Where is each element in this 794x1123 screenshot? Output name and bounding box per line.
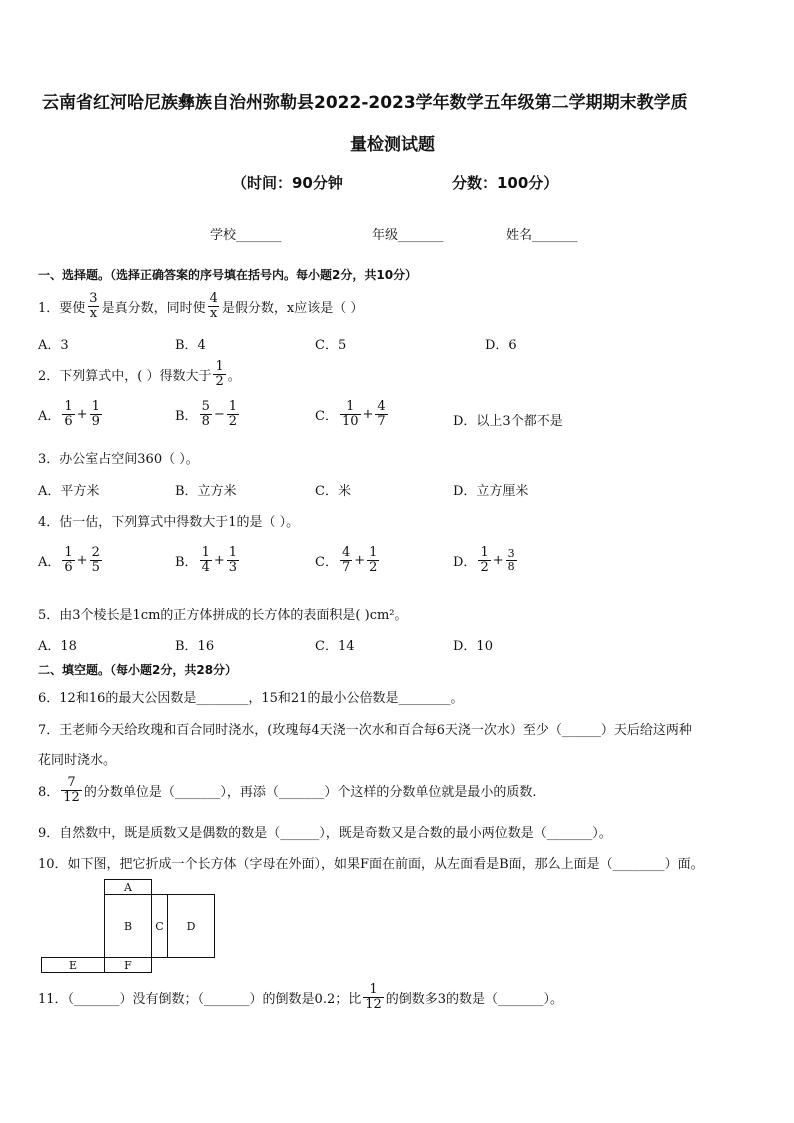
q4-b-op: + xyxy=(213,552,225,568)
question-11 xyxy=(38,983,563,1011)
q8-prefix: 8． xyxy=(38,784,60,800)
question-4: 4．估一估，下列算式中得数大于1的是（ ）。 xyxy=(38,515,300,530)
q1-option-d: D．6 xyxy=(485,338,517,353)
q2-c-f1-den: 10 xyxy=(341,413,359,429)
q2-suffix: 。 xyxy=(227,368,241,384)
question-1 xyxy=(38,292,363,320)
q8-f-den: 12 xyxy=(63,789,80,805)
q4-d-f1-num: 1 xyxy=(480,545,489,560)
q2-c-label: C． xyxy=(315,408,338,424)
q2-a-f1-den: 6 xyxy=(64,413,73,429)
question-8 xyxy=(38,776,536,804)
q1-f2-den: x xyxy=(210,305,218,321)
q2-c-f1-num: 1 xyxy=(346,399,355,414)
net-face-a: A xyxy=(104,879,152,895)
q2-b-f2-den: 2 xyxy=(228,413,238,429)
exam-time: （时间：90分钟 xyxy=(232,174,343,192)
q2-option-c xyxy=(315,400,390,428)
q4-option-d xyxy=(453,546,519,574)
q3-option-a: A．平方米 xyxy=(38,484,100,499)
q3-option-d: D．立方厘米 xyxy=(453,484,529,499)
q2-f-num: 1 xyxy=(215,359,224,374)
doc-title-line1: 云南省红河哈尼族彝族自治州弥勒县2022-2023学年数学五年级第二学期期末教学质 xyxy=(42,93,688,113)
net-face-d: D xyxy=(167,894,215,958)
q2-b-f1-num: 5 xyxy=(201,399,210,414)
q2-a-label: A． xyxy=(38,408,61,424)
question-7-line1: 7．王老师今天给玫瑰和百合同时浇水，(玫瑰每4天浇一次水和百合每6天浇一次水）至少（______）天后给这两种 xyxy=(38,723,692,738)
q3-option-c: C．米 xyxy=(315,484,351,499)
q1-option-a: A．3 xyxy=(38,338,69,353)
q2-b-op: − xyxy=(213,406,225,422)
q2-a-f2-den: 9 xyxy=(91,413,100,429)
q4-c-f2-den: 2 xyxy=(369,559,378,575)
q4-a-f2-den: 5 xyxy=(91,559,100,575)
grade-field: 年级_______ xyxy=(372,228,444,243)
doc-title-line2: 量检测试题 xyxy=(350,135,435,155)
q4-d-f2-num: 3 xyxy=(507,547,515,561)
q4-c-f1-den: 7 xyxy=(341,559,351,575)
question-7-line2: 花同时浇水。 xyxy=(38,753,117,768)
q1-option-c: C．5 xyxy=(315,338,347,353)
school-field: 学校_______ xyxy=(210,228,282,243)
net-face-e: E xyxy=(41,957,105,973)
q2-b-f2-num: 1 xyxy=(228,399,238,414)
q4-option-a xyxy=(38,546,104,574)
q1-fraction-1 xyxy=(87,292,99,320)
section-1-title: 一、选择题。（选择正确答案的序号填在括号内。每小题2分，共10分） xyxy=(38,268,418,282)
q4-b-f1-num: 1 xyxy=(201,545,210,560)
q4-c-f2-num: 1 xyxy=(369,545,378,560)
q1-option-b: B．4 xyxy=(175,338,206,353)
q4-a-f1-den: 6 xyxy=(64,559,73,575)
q2-option-a xyxy=(38,400,104,428)
q4-a-op: + xyxy=(76,552,88,568)
q2-option-b xyxy=(175,400,241,428)
q4-d-op: + xyxy=(492,552,504,568)
q4-d-f1-den: 2 xyxy=(480,559,489,575)
q4-b-f1-den: 4 xyxy=(201,559,210,575)
q2-c-f2-den: 7 xyxy=(377,413,386,429)
q4-d-f2-den: 8 xyxy=(507,559,515,573)
q4-b-f2-num: 1 xyxy=(228,545,238,560)
net-face-c: C xyxy=(151,894,168,958)
q5-option-c: C．14 xyxy=(315,639,355,654)
q11-f-den: 12 xyxy=(365,996,382,1012)
q1-fraction-2 xyxy=(208,292,220,320)
q4-c-label: C． xyxy=(315,554,338,570)
net-face-f: F xyxy=(104,957,152,973)
q2-b-label: B． xyxy=(175,408,198,424)
q1-f1-den: x xyxy=(89,305,98,321)
q4-option-b xyxy=(175,546,241,574)
q4-d-label: D． xyxy=(453,554,477,570)
q1-mid: 是真分数，同时使 xyxy=(101,300,206,316)
q4-option-c xyxy=(315,546,381,574)
q4-c-f1-num: 4 xyxy=(341,545,351,560)
question-5: 5．由3个棱长是1cm的正方体拼成的长方体的表面积是( )cm²。 xyxy=(38,608,408,623)
q2-c-f2-num: 4 xyxy=(377,399,386,414)
exam-score: 分数：100分） xyxy=(452,174,559,192)
q4-b-f2-den: 3 xyxy=(228,559,238,575)
q4-a-f1-num: 1 xyxy=(64,545,73,560)
q11-f-num: 1 xyxy=(369,982,378,997)
q8-f-num: 7 xyxy=(67,775,76,790)
question-6: 6．12和16的最大公因数是________，15和21的最小公倍数是________。 xyxy=(38,691,464,706)
q5-option-d: D．10 xyxy=(453,639,493,654)
question-2 xyxy=(38,360,241,388)
q2-prefix: 2．下列算式中，( ）得数大于 xyxy=(38,368,212,384)
q2-a-op: + xyxy=(76,406,88,422)
q1-prefix: 1．要使 xyxy=(38,300,86,316)
name-field: 姓名_______ xyxy=(506,228,578,243)
question-9: 9．自然数中，既是质数又是偶数的数是（______），既是奇数又是合数的最小两位数是（_______）。 xyxy=(38,826,612,841)
question-3: 3．办公室占空间360（ ）。 xyxy=(38,452,199,467)
q2-a-f2-num: 1 xyxy=(91,399,100,414)
q1-f1-num: 3 xyxy=(89,291,98,306)
q1-f2-num: 4 xyxy=(209,291,218,306)
q4-a-f2-num: 2 xyxy=(91,545,100,560)
q1-suffix: 是假分数，x应该是（ ） xyxy=(221,300,364,316)
q5-option-a: A．18 xyxy=(38,639,77,654)
net-face-b: B xyxy=(104,894,152,958)
q2-b-f1-den: 8 xyxy=(201,413,210,429)
q2-fraction xyxy=(213,360,225,388)
q11-suffix: 的倒数多3的数是（_______）。 xyxy=(385,991,564,1007)
q2-option-d: D．以上3个都不是 xyxy=(453,414,563,429)
section-2-title: 二、填空题。（每小题2分，共28分） xyxy=(38,663,238,677)
q2-a-f1-num: 1 xyxy=(64,399,73,414)
q4-c-op: + xyxy=(354,552,366,568)
q2-f-den: 2 xyxy=(215,373,224,389)
q4-b-label: B． xyxy=(175,554,198,570)
q11-prefix: 11．（_______）没有倒数；（_______）的倒数是0.2；比 xyxy=(38,991,362,1007)
q2-c-op: + xyxy=(362,406,374,422)
q5-option-b: B．16 xyxy=(175,639,215,654)
q8-suffix: 的分数单位是（_______），再添（_______）个这样的分数单位就是最小的质数. xyxy=(83,784,537,800)
q4-a-label: A． xyxy=(38,554,61,570)
question-10: 10．如下图，把它折成一个长方体（字母在外面），如果F面在前面，从左面看是B面，那么上面是（________）面。 xyxy=(38,857,704,872)
q3-option-b: B．立方米 xyxy=(175,484,237,499)
